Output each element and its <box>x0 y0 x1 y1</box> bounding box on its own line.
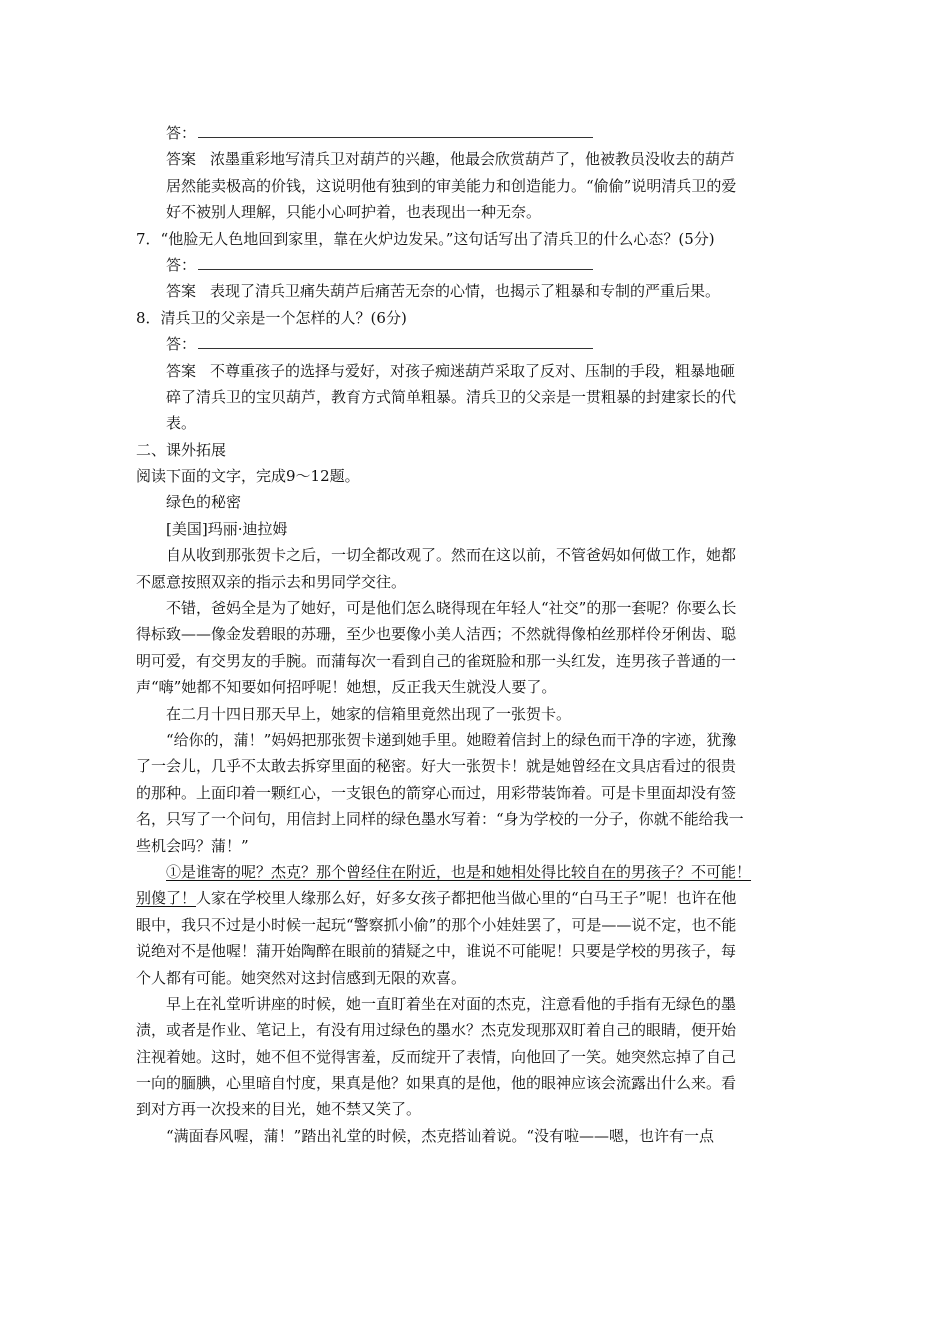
paragraph-line: 名，只写了一个问句，用信封上同样的绿色墨水写着：“身为学校的一分子，你就不能给我一 <box>136 810 744 829</box>
paragraph-line: 说绝对不是他喔！蒲开始陶醉在眼前的猜疑之中，谁说不可能呢！只要是学校的男孩子，每 <box>136 942 737 961</box>
paragraph-text: 人家在学校里人缘那么好，好多女孩子都把他当做心里的“白马王子”呢！也许在他 <box>196 889 737 908</box>
paragraph-line: 的那种。上面印着一颗红心，一支银色的箭穿心而过，用彩带装饰着。可是卡里面却没有签 <box>136 783 737 802</box>
answer-text-cont: 表。 <box>166 414 197 433</box>
underlined-text: 别傻了！ <box>136 889 197 908</box>
answer-blank <box>198 120 593 138</box>
answer-blank <box>198 252 593 270</box>
answer-text <box>136 146 832 172</box>
paragraph-line: 一向的腼腆，心里暗自忖度，果真是他？如果真的是他，他的眼神应该会流露出什么来。看 <box>136 1074 737 1093</box>
paragraph-line: “满面春风喔，蒲！”踏出礼堂的时候，杰克搭讪着说。“没有啦——嗯，也许有一点 <box>166 1126 715 1145</box>
answer-label: 答： <box>166 255 197 274</box>
paragraph-line: 了一会儿，几乎不太敢去拆穿里面的秘密。好大一张贺卡！就是她曾经在文具店看过的很贵 <box>136 757 737 776</box>
answer-blank <box>198 331 593 349</box>
underlined-sentence <box>136 859 832 885</box>
paragraph-line: 不愿意按照双亲的指示去和男同学交往。 <box>136 572 407 591</box>
answer-line <box>136 252 832 278</box>
answer-tag: 答案 <box>166 361 197 380</box>
paragraph-line: 声“嗨”她都不知要如何招呼呢！她想，反正我天生就没人要了。 <box>136 678 557 697</box>
paragraph-line: 到对方再一次投来的目光，她不禁又笑了。 <box>136 1100 422 1119</box>
paragraph-line: 早上在礼堂听讲座的时候，她一直盯着坐在对面的杰克，注意看他的手指有无绿色的墨 <box>166 994 737 1013</box>
paragraph-line: 渍，或者是作业、笔记上，有没有用过绿色的墨水？杰克发现那双盯着自己的眼睛，便开始 <box>136 1021 737 1040</box>
paragraph-line: 不错，爸妈全是为了她好，可是他们怎么晓得现在年轻人“社交”的那一套呢？你要么长 <box>166 599 737 618</box>
article-title: 绿色的秘密 <box>166 493 242 512</box>
paragraph-line: 自从收到那张贺卡之后，一切全都改观了。然而在这以前，不管爸妈如何做工作，她都 <box>166 546 737 565</box>
paragraph-line: 眼中，我只不过是小时候一起玩“警察抓小偷”的那个小娃娃罢了，可是——说不定，也不能 <box>136 915 737 934</box>
article-author: [美国]玛丽·迪拉姆 <box>166 519 288 538</box>
section-heading: 二、课外拓展 <box>136 440 227 459</box>
answer-tag: 答案 <box>166 150 197 169</box>
underlined-text: ①是谁寄的呢？杰克？那个曾经住在附近，也是和她相处得比较自在的男孩子？不可能！ <box>166 862 752 881</box>
answer-line <box>136 120 832 146</box>
answer-line-text: 浓墨重彩地写清兵卫对葫芦的兴趣，他最会欣赏葫芦了，他被教员没收去的葫芦 <box>210 150 736 169</box>
answer-text <box>136 278 832 304</box>
answer-text-cont: 碎了清兵卫的宝贝葫芦，教育方式简单粗暴。清兵卫的父亲是一贯粗暴的封建家长的代 <box>166 387 737 406</box>
document-page <box>136 120 832 1149</box>
answer-line-text: 表现了清兵卫痛失葫芦后痛苦无奈的心情，也揭示了粗暴和专制的严重后果。 <box>210 282 721 301</box>
paragraph-line: 得标致——像金发碧眼的苏珊，至少也要像小美人洁西；不然就得像柏丝那样伶牙俐齿、聪 <box>136 625 737 644</box>
paragraph-line: 明可爱，有交男友的手腕。而蒲每次一看到自己的雀斑脸和那一头红发，连男孩子普通的一 <box>136 651 737 670</box>
answer-text <box>136 358 832 384</box>
answer-line <box>136 331 832 357</box>
paragraph-line: 注视着她。这时，她不但不觉得害羞，反而绽开了表情，向他回了一笑。她突然忘掉了自己 <box>136 1047 737 1066</box>
answer-label: 答： <box>166 335 197 354</box>
paragraph-line: 个人都有可能。她突然对这封信感到无限的欢喜。 <box>136 968 467 987</box>
question-7: 7．“他脸无人色地回到家里，靠在火炉边发呆。”这句话写出了清兵卫的什么心态？(5分) <box>136 229 715 248</box>
section-instruction: 阅读下面的文字，完成9～12题。 <box>136 467 360 486</box>
answer-text-cont: 居然能卖极高的价钱，这说明他有独到的审美能力和创造能力。“偷偷”说明清兵卫的爱 <box>166 176 737 195</box>
answer-tag: 答案 <box>166 282 197 301</box>
answer-line-text: 不尊重孩子的选择与爱好，对孩子痴迷葫芦采取了反对、压制的手段，粗暴地砸 <box>210 361 736 380</box>
question-8: 8．清兵卫的父亲是一个怎样的人？(6分) <box>136 308 407 327</box>
paragraph-line <box>136 885 832 911</box>
paragraph-line: 在二月十四日那天早上，她家的信箱里竟然出现了一张贺卡。 <box>166 704 572 723</box>
paragraph-line: “给你的，蒲！”妈妈把那张贺卡递到她手里。她瞪着信封上的绿色而干净的字迹，犹豫 <box>166 730 737 749</box>
answer-label: 答： <box>166 124 197 142</box>
paragraph-line: 些机会吗？蒲！” <box>136 836 249 855</box>
answer-text-cont: 好不被别人理解，只能小心呵护着，也表现出一种无奈。 <box>166 203 542 222</box>
